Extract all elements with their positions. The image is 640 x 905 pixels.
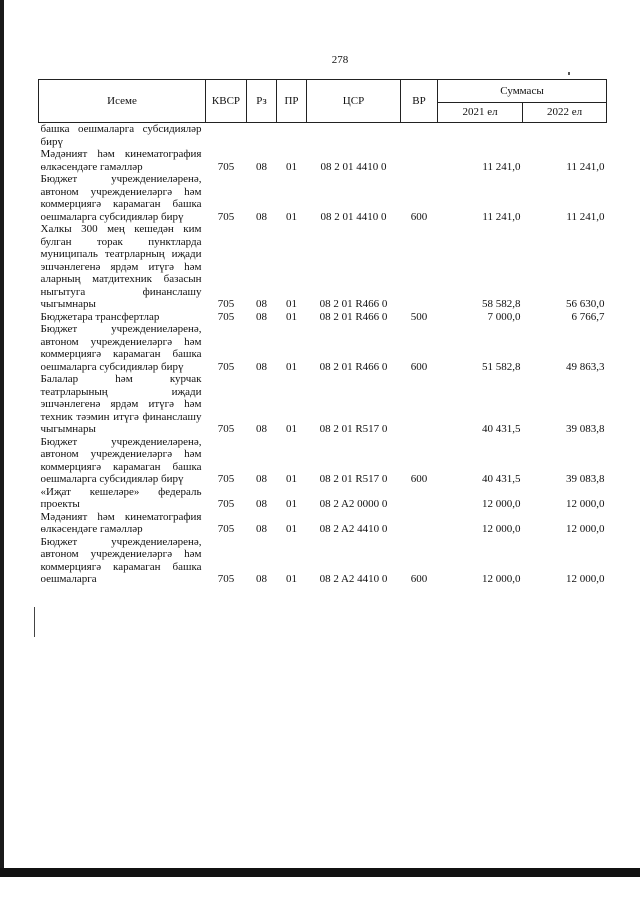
cell-kvsr: 705 [217,160,235,173]
header-csr: ЦСР [307,80,401,123]
cell-sum-2021: 51 582,8 [482,360,521,373]
cell-rz: 08 [256,498,267,510]
table-row [39,123,607,149]
cell-vr [401,123,438,149]
cell-name: Бюджетара трансфертлар [40,310,160,323]
header-vr: ВР [401,80,438,123]
cell-rz: 08 [256,310,267,323]
cell-rz: 08 [256,423,267,435]
cell-name: Халкы 300 мең кешедән ким булган торак пунктларда муниципаль театрларның иҗади эшчәнлегенә ярдәм итүгә һәм аларның матдитехник базасын ныгытуга финанслашу чыгымнары [40,223,202,310]
cell-vr: 600 [410,473,428,485]
table-row [39,173,607,223]
cell-pr: 01 [286,573,297,585]
table-row [39,223,607,311]
scan-speck [568,72,570,75]
cell-sum-2022: 6 766,7 [571,310,605,323]
cell-sum-2022: 49 863,3 [566,360,605,373]
cell-csr: 08 2 A2 4410 0 [319,523,388,535]
cell-sum-2021: 12 000,0 [482,523,521,535]
cell-sum-2021: 12 000,0 [482,498,521,510]
header-kvsr: КВСР [206,80,247,123]
cell-name: Бюджет учреждениеләренә, автоном учреждениеләргә һәм коммерциягә карамаган башка оешмаларга [40,535,202,585]
cell-vr [401,148,438,173]
cell-rz: 08 [256,523,267,535]
cell-rz: 08 [256,160,267,173]
table-row [39,148,607,173]
cell-kvsr [206,123,247,149]
header-name: Исеме [39,80,206,123]
cell-rz: 08 [256,573,267,585]
cell-kvsr: 705 [217,298,235,310]
cell-kvsr: 705 [217,498,235,510]
cell-name: Бюджет учреждениеләренә, автоном учреждениеләргә һәм коммерциягә карамаган башка оешмаларга субсидияләр бирү [40,173,202,223]
cell-csr: 08 2 01 R466 0 [319,360,388,373]
cell-vr: 500 [410,310,428,323]
cell-csr [307,123,401,149]
cell-name: Мәдәният һәм кинематография өлкәсендәге гамәлләр [40,148,202,173]
cell-rz: 08 [256,473,267,485]
cell-sum-2022: 39 083,8 [566,423,605,435]
cell-name: Мәдәният һәм кинематография өлкәсендәге гамәлләр [40,510,202,535]
scan-mark [34,607,35,637]
cell-sum-2022: 11 241,0 [566,210,605,223]
cell-kvsr: 705 [217,310,235,323]
cell-pr: 01 [286,298,297,310]
cell-vr [401,511,438,536]
header-rz: Рз [247,80,277,123]
cell-name: Бюджет учреждениеләренә, автоном учреждениеләргә һәм коммерциягә карамаган башка оешмаларга субсидияләр бирү [40,435,202,485]
table-row [39,323,607,373]
cell-sum-2022: 12 000,0 [566,573,605,585]
cell-sum-2021: 11 241,0 [482,160,521,173]
cell-sum-2022: 12 000,0 [566,523,605,535]
table-row [39,511,607,536]
cell-vr [401,223,438,311]
cell-sum-2021: 7 000,0 [487,310,521,323]
cell-rz: 08 [256,360,267,373]
cell-csr: 08 2 01 4410 0 [320,160,387,173]
cell-sum-2021: 11 241,0 [482,210,521,223]
cell-pr: 01 [286,360,297,373]
cell-sum-2021: 12 000,0 [482,573,521,585]
cell-csr: 08 2 A2 4410 0 [319,573,388,585]
cell-vr [401,486,438,511]
table-row [39,436,607,486]
cell-pr: 01 [286,423,297,435]
cell-pr: 01 [286,498,297,510]
cell-vr: 600 [410,210,428,223]
cell-kvsr: 705 [217,523,235,535]
cell-kvsr: 705 [217,423,235,435]
cell-pr: 01 [286,210,297,223]
cell-vr: 600 [410,573,428,585]
header-pr: ПР [277,80,307,123]
scan-left-edge [0,0,4,868]
cell-sum-2022 [523,123,607,149]
cell-sum-2022: 11 241,0 [566,160,605,173]
cell-sum-2021: 40 431,5 [482,423,521,435]
cell-sum-2022: 39 083,8 [566,473,605,485]
cell-sum-2022: 12 000,0 [566,498,605,510]
cell-pr [277,123,307,149]
table-row [39,311,607,324]
cell-kvsr: 705 [217,473,235,485]
cell-csr: 08 2 01 R466 0 [319,298,388,310]
budget-table [38,79,607,586]
cell-name: Бюджет учреждениеләренә, автоном учреждениеләргә һәм коммерциягә карамаган башка оешмаларга субсидияләр бирү [40,323,202,373]
cell-kvsr: 705 [217,360,235,373]
page-number: 278 [331,54,349,66]
cell-csr: 08 2 01 R466 0 [319,310,388,323]
header-year-2022: 2022 ел [523,103,607,123]
cell-sum-2022: 56 630,0 [566,298,605,310]
cell-kvsr: 705 [217,210,235,223]
cell-vr [401,373,438,436]
scan-bottom-edge [0,868,640,877]
cell-pr: 01 [286,473,297,485]
cell-sum-2021: 40 431,5 [482,473,521,485]
cell-pr: 01 [286,523,297,535]
cell-csr: 08 2 01 R517 0 [319,423,388,435]
cell-name: Балалар һәм курчак театрларының иҗади эшчәнлегенә ярдәм итүгә һәм техник тәэмин итүгә финанслашу чыгымнары [40,373,202,435]
cell-sum-2021: 58 582,8 [482,298,521,310]
cell-csr: 08 2 01 4410 0 [320,210,387,223]
cell-pr: 01 [286,310,297,323]
cell-pr: 01 [286,160,297,173]
header-sums: Суммасы [438,80,607,103]
table-row [39,486,607,511]
table-header [39,80,607,123]
cell-rz: 08 [256,210,267,223]
cell-rz: 08 [256,298,267,310]
header-year-2021: 2021 ел [438,103,523,123]
cell-csr: 08 2 01 R517 0 [319,473,388,485]
table-body [39,123,607,586]
table-row [39,373,607,436]
cell-rz [247,123,277,149]
cell-name: башка оешмаларга субсидияләр бирү [40,123,202,148]
table-row [39,536,607,586]
cell-kvsr: 705 [217,573,235,585]
cell-name: «Иҗат кешеләре» федераль проекты [40,485,202,510]
cell-vr: 600 [410,360,428,373]
cell-sum-2021 [438,123,523,149]
cell-csr: 08 2 A2 0000 0 [319,498,388,510]
